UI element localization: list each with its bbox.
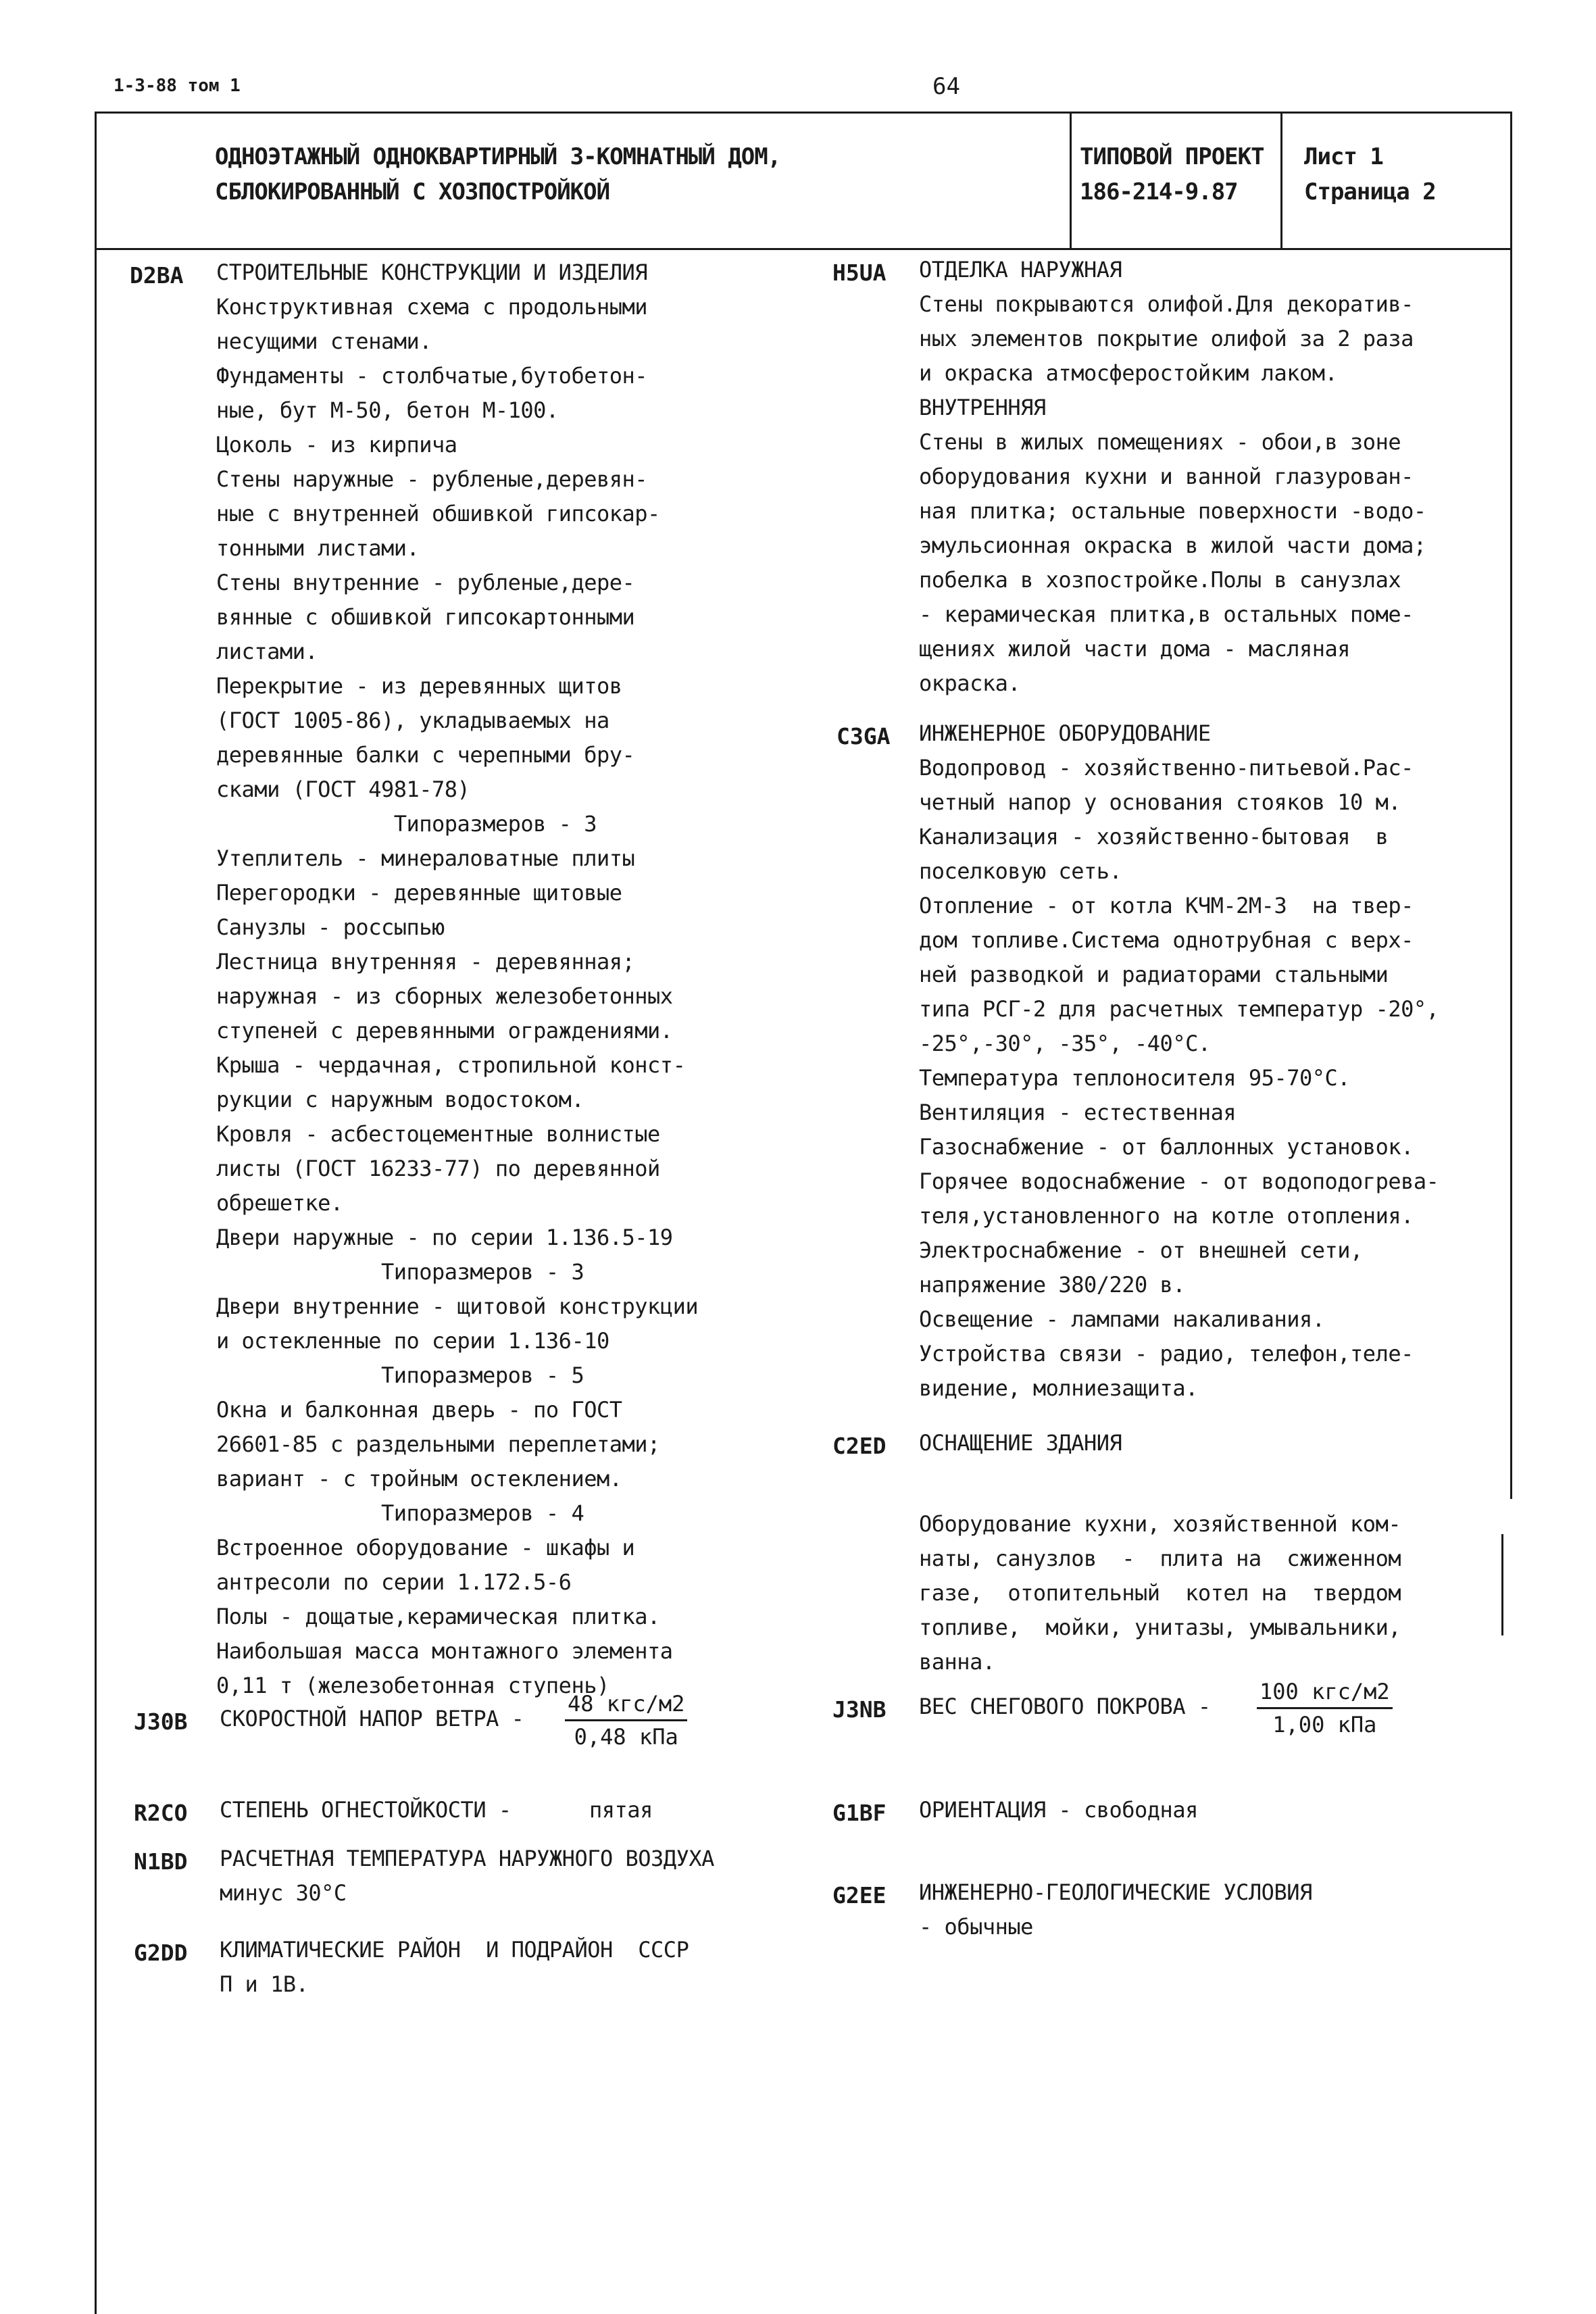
code-c2ed: C2ED bbox=[832, 1433, 887, 1459]
sheet-number: Лист 1 bbox=[1304, 143, 1383, 170]
title-divider-1 bbox=[1070, 112, 1072, 250]
code-n1bd: N1BD bbox=[134, 1848, 188, 1875]
wind-pressure-value bbox=[565, 1688, 687, 1752]
wind-pressure-kgs: 48 кгс/м2 bbox=[565, 1688, 687, 1721]
snow-load-label: ВЕС СНЕГОВОГО ПОКРОВА - bbox=[919, 1694, 1211, 1719]
fire-resistance-label: СТЕПЕНЬ ОГНЕСТОЙКОСТИ - bbox=[220, 1797, 512, 1823]
code-g2ee: G2EE bbox=[832, 1882, 887, 1909]
snow-load-kpa: 1,00 кПа bbox=[1272, 1712, 1377, 1738]
wind-pressure-label: СКОРОСТНОЙ НАПОР ВЕТРА - bbox=[220, 1706, 524, 1731]
series-reference: 1-3-88 том 1 bbox=[114, 76, 241, 96]
left-border bbox=[95, 249, 97, 2314]
document-title-line2: СБЛОКИРОВАННЫЙ С ХОЗПОСТРОЙКОЙ bbox=[215, 178, 610, 205]
code-j3nb: J3NB bbox=[832, 1696, 887, 1723]
section-finishing: ОТДЕЛКА НАРУЖНАЯ Стены покрываются олифой.Для декоратив- ных элементов покрытие олифой за 2 раза и окраска атмосферостойким лаком. ВНУТРЕННЯЯ Стены в жилых помещениях - обои,в зоне оборудования кухни и ванной глазурован- ная плитка; остальные поверхности -водо- эмульсионная окраска в жилой части дома; побелка в хозпостройке.Полы в санузлах - керамическая плитка,в остальных поме- щениях жилой части дома - масляная окраска. bbox=[919, 257, 1426, 696]
section-building-equipment-body: Оборудование кухни, хозяйственной ком- наты, санузлов - плита на сжиженном газе, отопительный котел на твердом топливе, мойки, унитазы, умывальники, ванна. bbox=[919, 1511, 1401, 1675]
code-g2dd: G2DD bbox=[134, 1940, 188, 1966]
right-border bbox=[1510, 249, 1512, 1499]
section-building-structures: СТРОИТЕЛЬНЫЕ КОНСТРУКЦИИ И ИЗДЕЛИЯ Конструктивная схема с продольными несущими стенами. Фундаменты - столбчатые,бутобетон- ные, бут М-50, бетон М-100. Цоколь - из кирпича Стены наружные - рубленые,деревян- ные с внутренней обшивкой гипсокар- тонными листами. Стены внутренние - рубленые,дере- вянные с обшивкой гипсокартонными листами. Перекрытие - из деревянных щитов (ГОСТ 1005-86), укладываемых на деревянные балки с черепными бру- сками (ГОСТ 4981-78) Типоразмеров - 3 Утеплитель - минераловатные плиты Перегородки - деревянные щитовые Санузлы - россыпью Лестница внутренняя - деревянная; наружная - из сборных железобетонных ступеней с деревянными ограждениями. Крыша - чердачная, стропильной конст- рукции с наружным водостоком. Кровля - асбестоцементные волнистые листы (ГОСТ 16233-77) по деревянной обрешетке. Двери наружные - по серии 1.136.5-19 Типоразмеров - 3 Двери внутренние - щитовой конструкции и остекленные по серии 1.136-10 Типоразмеров - 5 Окна и балконная дверь - по ГОСТ 26601-85 с раздельными переплетами; вариант - с тройным остеклением. Типоразмеров - 4 Встроенное оборудование - шкафы и антресоли по серии 1.172.5-6 Полы - дощатые,керамическая плитка. Наибольшая масса монтажного элемента 0,11 т (железобетонная ступень) bbox=[216, 260, 699, 1698]
snow-load-kgs: 100 кгс/м2 bbox=[1257, 1676, 1393, 1709]
code-h5ua: H5UA bbox=[832, 260, 887, 286]
section-building-equipment-title: ОСНАЩЕНИЕ ЗДАНИЯ bbox=[919, 1430, 1122, 1456]
code-g1bf: G1BF bbox=[832, 1800, 887, 1826]
side-mark bbox=[1501, 1534, 1503, 1635]
code-d2ba: D2BA bbox=[130, 262, 184, 289]
project-number: 186-214-9.87 bbox=[1080, 178, 1238, 205]
orientation: ОРИЕНТАЦИЯ - свободная bbox=[919, 1797, 1198, 1823]
climatic-region: КЛИМАТИЧЕСКИЕ РАЙОН И ПОДРАЙОН СССР П и 1В. bbox=[220, 1937, 689, 1997]
code-j30b: J30B bbox=[134, 1708, 188, 1735]
design-temperature: РАСЧЕТНАЯ ТЕМПЕРАТУРА НАРУЖНОГО ВОЗДУХА минус 30°С bbox=[220, 1846, 714, 1906]
page-number: 64 bbox=[932, 73, 960, 100]
geological-conditions: ИНЖЕНЕРНО-ГЕОЛОГИЧЕСКИЕ УСЛОВИЯ - обычные bbox=[919, 1879, 1312, 1940]
title-divider-2 bbox=[1280, 112, 1282, 250]
code-r2co: R2CO bbox=[134, 1800, 188, 1826]
project-label: ТИПОВОЙ ПРОЕКТ bbox=[1080, 143, 1264, 170]
page-of-sheet: Страница 2 bbox=[1304, 178, 1436, 205]
code-c3ga: C3GA bbox=[837, 723, 891, 749]
wind-pressure-kpa: 0,48 кПа bbox=[574, 1724, 678, 1750]
document-title-line1: ОДНОЭТАЖНЫЙ ОДНОКВАРТИРНЫЙ 3-КОМНАТНЫЙ ДОМ, bbox=[215, 143, 781, 170]
snow-load-value bbox=[1257, 1676, 1393, 1740]
fire-resistance-value: пятая bbox=[589, 1797, 653, 1823]
section-engineering-equipment: ИНЖЕНЕРНОЕ ОБОРУДОВАНИЕ Водопровод - хозяйственно-питьевой.Рас- четный напор у основания стояков 10 м. Канализация - хозяйственно-бытовая в поселковую сеть. Отопление - от котла КЧМ-2М-3 на твер- дом топливе.Система однотрубная с верх- ней разводкой и радиаторами стальными типа РСГ-2 для расчетных температур -20°, -25°,-30°, -35°, -40°С. Температура теплоносителя 95-70°С. Вентиляция - естественная Газоснабжение - от баллонных установок. Горячее водоснабжение - от водоподогрева- теля,установленного на котле отопления. Электроснабжение - от внешней сети, напряжение 380/220 в. Освещение - лампами накаливания. Устройства связи - радио, телефон,теле- видение, молниезащита. bbox=[919, 720, 1439, 1401]
